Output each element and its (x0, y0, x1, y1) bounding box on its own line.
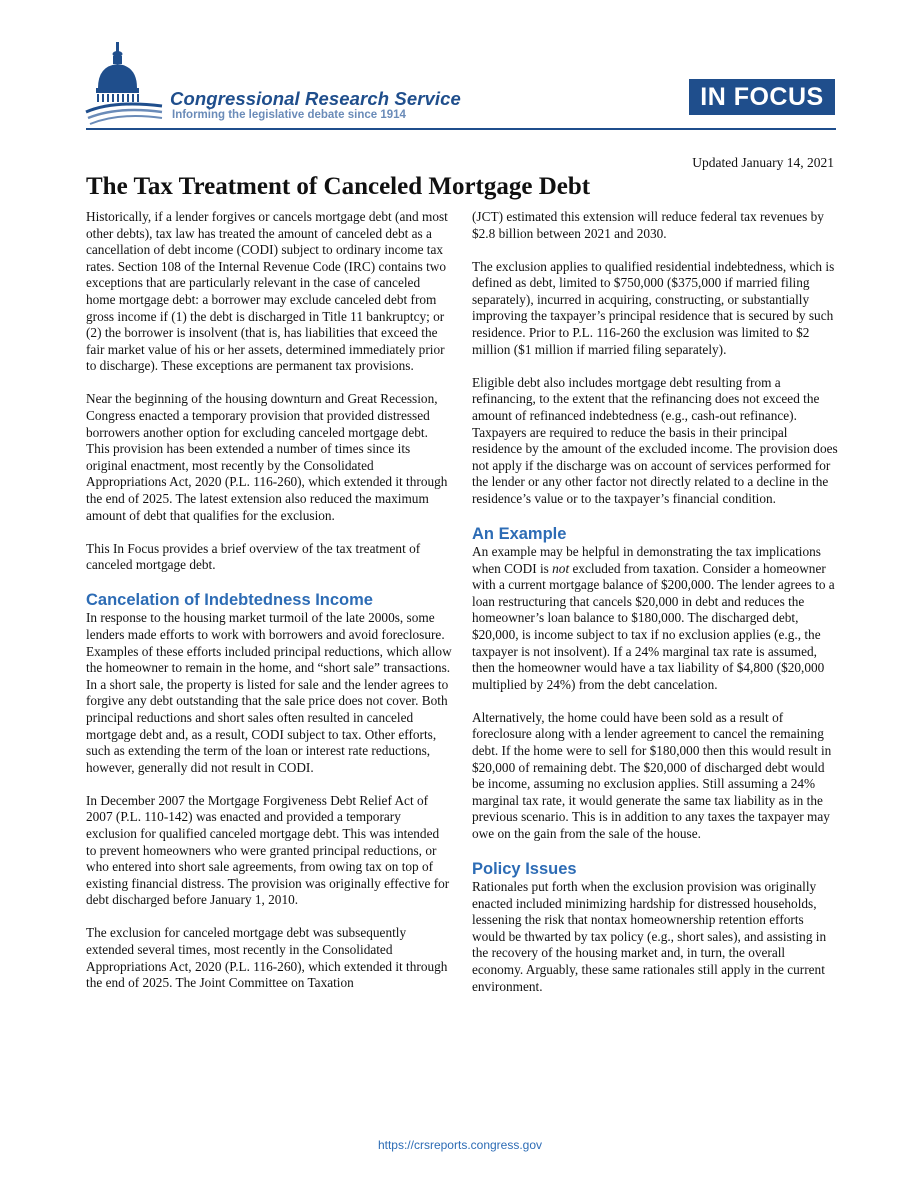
organization-tagline: Informing the legislative debate since 1914 (172, 109, 406, 121)
alternative-example-paragraph: Alternatively, the home could have been sold as a result of foreclosure along with a lender agreement to cancel the remaining debt. If the home were to sell for $180,000 then this would result in $20,000 of remaining debt. The $20,000 of discharged debt would be income, assuming no exclusion applies. Still assuming a 24% marginal tax rate, it would generate the same tax liability as in the previous scenario. This is in addition to any taxes the taxpayer may owe on the gain from the sale of the house. (472, 709, 832, 841)
section-heading-example: An Example (472, 525, 567, 543)
page-header (0, 0, 920, 150)
section-heading-policy: Policy Issues (472, 860, 577, 879)
eligible-debt-paragraph: Eligible debt also includes mortgage debt resulting from a refinancing, to the extent that the refinancing does not exceed the amount of refinanced indebtedness (e.g., cash-out refinance). Taxpayers are required to reduce the basis in their principal residence by the amount of the excluded income. The provision does not apply if the discharge was on account of services performed for the lender or any other factor not directly related to a decline in the residence’s value or to the taxpayer’s financial condition. (472, 374, 838, 506)
cancelation-paragraph: In response to the housing market turmoil of the late 2000s, some lenders made efforts to work with borrowers and avoid foreclosure. Examples of these efforts included principal reductions, which allow the homeowner to remain in the home, and “short sale” transactions. In a short sale, the property is listed for sale and the lender agrees to forgive any debt outstanding that the sale price does not cover. Both principal reductions and short sales often resulted in canceled mortgage debt and, as a result, CODI subject to tax. Other efforts, such as extending the term of the loan or interest rate reductions, however, generally did not result in CODI. (86, 610, 452, 775)
footer-url[interactable]: https://crsreports.congress.gov (377, 1138, 543, 1152)
header-divider (86, 128, 836, 130)
in-focus-badge: IN FOCUS (689, 79, 835, 115)
section-heading-cancelation: Cancelation of Indebtedness Income (86, 591, 373, 610)
qualified-debt-paragraph: The exclusion applies to qualified residential indebtedness, which is defined as debt, limited to $750,000 ($375,000 if married filing separately), incurred in acquiring, constructing, or substantially improving the taxpayer’s principal residence that is secured by such residence. Prior to P.L. 116-260 the exclusion was limited to $2 million ($1 million if married filing separately). (472, 258, 835, 357)
example-text-start: An example may be helpful in demonstrating the tax implications when CODI is (472, 544, 821, 576)
background-paragraph: Near the beginning of the housing downturn and Great Recession, Congress enacted a temporary provision that provided distressed borrowers another option for excluding canceled mortgage debt. This provision has been extended a number of times since its original enactment, most recently by the Consolidated Appropriations Act, 2020 (P.L. 116-260), which extended it through the end of 2025. The latest extension also reduced the maximum amount of debt that qualifies for the exclusion. (86, 391, 448, 523)
overview-paragraph: This In Focus provides a brief overview of the tax treatment of canceled mortgage debt. (86, 540, 421, 573)
left-column (86, 209, 452, 1008)
page-title: The Tax Treatment of Canceled Mortgage Debt (86, 173, 591, 200)
capitol-dome-logo-icon (84, 42, 164, 126)
example-text-end: excluded from taxation. Consider a homeowner with a current mortgage balance of $200,000. The lender agrees to a loan restructuring that cancels $20,000 in debt and reduces the homeowner’s loan balance to $180,000. The discharged debt, $20,000, is income subject to tax if no exclusion applies (e.g., the taxpayer is not insolvent). If a 24% marginal tax rate is assumed, then the homeowner would have a tax liability of $4,800 ($20,000 multiplied by 24%) from the debt cancelation. (472, 560, 835, 692)
policy-paragraph: Rationales put forth when the exclusion provision was originally enacted included minimizing hardship for distressed households, lessening the risk that nontax homeownership retention efforts would be thwarted by tax policy (e.g., short sales), and assisting in the recovery of the housing market and, in turn, the overall economy. Arguably, these same rationales still apply in the current environment. (472, 879, 827, 994)
example-paragraph (472, 544, 838, 693)
mortgage-relief-act-paragraph: In December 2007 the Mortgage Forgiveness Debt Relief Act of 2007 (P.L. 110-142) was enacted and provided a temporary exclusion for qualified canceled mortgage debt. This was intended to prevent homeowners who were granted principal reductions, or who entered into short sale agreements, from owing tax on top of existing financial distress. The provision was originally effective for debt discharged before January 1, 2010. (86, 792, 450, 908)
extension-paragraph: The exclusion for canceled mortgage debt was subsequently extended several times, most recently in the Consolidated Appropriations Act, 2020 (P.L. 116-260), which extended it through the end of 2025. The Joint Committee on Taxation (86, 925, 448, 991)
intro-paragraph: Historically, if a lender forgives or cancels mortgage debt (and most other debts), tax law has treated the amount of canceled debt as a cancellation of debt income (CODI) subject to ordinary income tax rates. Section 108 of the Internal Revenue Code (IRC) contains two exceptions that are particularly relevant in the case of canceled home mortgage debt: a borrower may exclude canceled debt from gross income if (1) the debt is discharged in Title 11 bankruptcy; or (2) the borrower is insolvent (that is, has liabilities that exceed the fair market value of his or her assets, determined immediately prior to discharge). These exceptions are permanent tax provisions. (86, 209, 448, 374)
organization-name: Congressional Research Service (170, 88, 461, 109)
right-column (472, 209, 838, 1012)
example-emphasis: not (552, 560, 570, 576)
jct-estimate-paragraph: (JCT) estimated this extension will reduce federal tax revenues by $2.8 billion between 2021 and 2030. (472, 209, 824, 241)
updated-date: Updated January 14, 2021 (692, 155, 834, 170)
